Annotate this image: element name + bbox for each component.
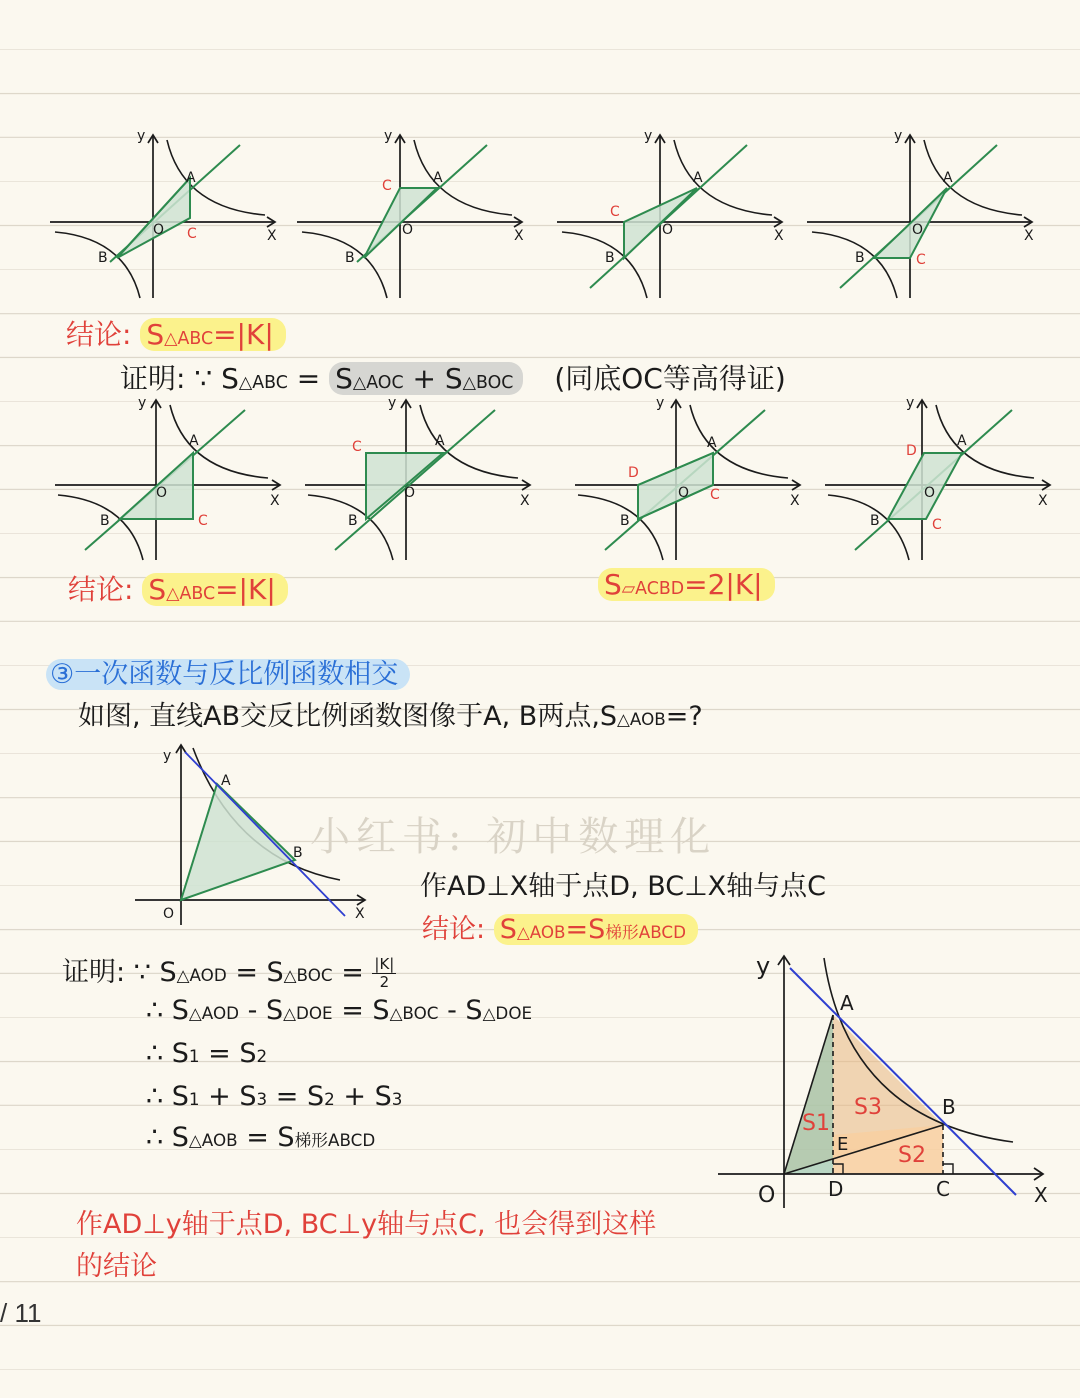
y-label: y — [894, 128, 903, 144]
watermark: 小红书: 初中数理化 — [310, 814, 717, 860]
proof2-line1 — [62, 950, 396, 991]
c-label: C — [710, 487, 720, 503]
b-label: B — [870, 513, 880, 529]
fraction-numerator: |K| — [374, 955, 395, 973]
s-sub: 3 — [256, 1089, 268, 1109]
s3-label: S3 — [854, 1095, 882, 1120]
b-label: B — [605, 250, 615, 266]
b-label: B — [345, 250, 355, 266]
proof2-line2 — [146, 995, 532, 1026]
y-label: y — [906, 395, 915, 411]
s-sub: △AOD — [176, 965, 227, 985]
graph-6 — [300, 395, 540, 565]
final-note-line2: 的结论 — [76, 1251, 157, 1282]
a-label: A — [840, 991, 854, 1015]
because-symbol: ∵ — [133, 957, 151, 988]
formula-sub: △ABC — [164, 329, 214, 349]
x-label: X — [520, 493, 530, 509]
a-label: A — [186, 170, 196, 186]
x-label: X — [270, 493, 280, 509]
d-label: D — [628, 465, 639, 481]
o-label: O — [402, 222, 414, 238]
s-sub: △AOB — [188, 1130, 238, 1150]
proof2-line5 — [146, 1122, 375, 1153]
s2-label: S2 — [898, 1143, 926, 1168]
b-label: B — [98, 250, 108, 266]
o-label: O — [404, 485, 416, 501]
y-label: y — [656, 395, 665, 411]
c-label: C — [187, 226, 197, 242]
equals-sign: = — [246, 1122, 269, 1153]
s-term: S — [266, 957, 284, 988]
o-label: O — [912, 222, 924, 238]
proof-label: 证明: — [120, 362, 186, 395]
conclusion-formula — [142, 573, 287, 606]
o-label: O — [662, 222, 674, 238]
conclusion-4 — [422, 907, 698, 946]
construction-text: 作AD⊥X轴于点D, BC⊥X轴与点C — [420, 871, 827, 902]
b-label: B — [100, 513, 110, 529]
s-sub: 3 — [391, 1089, 403, 1109]
y-label: y — [163, 748, 172, 764]
o-label: O — [678, 485, 690, 501]
graph-3 — [552, 130, 792, 300]
b-label: B — [293, 845, 303, 861]
s-sub: △BOC — [283, 965, 333, 985]
therefore-symbol: ∴ — [146, 1038, 164, 1069]
s-term: S — [465, 995, 483, 1026]
therefore-symbol: ∴ — [146, 995, 164, 1026]
s-sub: 1 — [188, 1089, 200, 1109]
therefore-symbol: ∴ — [146, 1081, 164, 1112]
b-label: B — [855, 250, 865, 266]
s-term: S — [239, 1038, 257, 1069]
section-title — [46, 652, 410, 691]
x-label: X — [774, 228, 784, 244]
proof2-line4 — [146, 1081, 402, 1112]
s-sub: 梯形ABCD — [294, 1130, 376, 1150]
c-label: C — [198, 513, 208, 529]
d-label: D — [828, 1177, 844, 1201]
s-term: S — [599, 701, 618, 732]
equals-sign: = — [208, 1038, 231, 1069]
plus-sign: + — [412, 362, 436, 395]
problem-statement — [78, 694, 703, 733]
c-label: C — [936, 1177, 950, 1201]
conclusion-3 — [598, 568, 775, 601]
graph-1 — [45, 130, 285, 300]
x-label: X — [267, 228, 277, 244]
s-term: S — [372, 995, 390, 1026]
equals-sign: = — [296, 362, 321, 395]
y-label: y — [137, 128, 146, 144]
graph-7 — [570, 395, 810, 565]
s-term: S — [335, 362, 353, 395]
proof-label: 证明: — [62, 957, 126, 988]
o-label: O — [924, 485, 936, 501]
b-label: B — [348, 513, 358, 529]
s-sub: △AOB — [516, 922, 566, 942]
y-label: y — [644, 128, 653, 144]
a-label: A — [707, 435, 717, 451]
s-term: S — [239, 1081, 257, 1112]
s-term: S — [499, 914, 517, 945]
y-label: y — [384, 128, 393, 144]
s-sub: △AOB — [617, 709, 666, 729]
c-label: C — [382, 178, 392, 194]
s-term: S — [171, 995, 189, 1026]
s-term: S — [588, 914, 606, 945]
s-term: S — [265, 995, 284, 1026]
graph-5 — [50, 395, 290, 565]
problem-text: 如图, 直线AB交反比例函数图像于A, B两点, — [78, 701, 600, 732]
s-sub: 梯形ABCD — [605, 922, 686, 942]
graph-small — [135, 740, 375, 930]
conclusion-formula — [494, 914, 698, 945]
o-label: O — [758, 1183, 776, 1208]
o-label: O — [163, 906, 175, 922]
formula-rest: =2|K| — [684, 568, 763, 601]
e-label: E — [837, 1134, 849, 1155]
page-number: / 11 — [0, 1298, 42, 1328]
conclusion-1 — [66, 313, 286, 353]
sum-highlight — [329, 362, 523, 395]
c-label: C — [352, 439, 362, 455]
s-sub: △AOD — [188, 1003, 240, 1023]
s-sub: △DOE — [283, 1003, 333, 1023]
formula-rest: =|K| — [213, 318, 274, 351]
formula-sub: △ABC — [166, 584, 216, 604]
a-label: A — [189, 433, 199, 449]
x-label: X — [1034, 1183, 1048, 1207]
s-term: S — [171, 1081, 189, 1112]
o-label: O — [156, 485, 168, 501]
x-label: X — [1024, 228, 1034, 244]
a-label: A — [435, 433, 445, 449]
a-label: A — [943, 170, 953, 186]
c-label: C — [610, 204, 620, 220]
problem-question: =? — [665, 701, 703, 732]
s-term: S — [444, 362, 463, 395]
section-title-text: ③一次函数与反比例函数相交 — [46, 659, 410, 690]
equals-sign: = — [235, 957, 258, 988]
c-label: C — [916, 252, 926, 268]
s-sub: △ABC — [238, 373, 288, 393]
s-term: S — [159, 957, 177, 988]
y-label: y — [138, 395, 147, 411]
s-term: S — [221, 362, 239, 395]
plus-sign: + — [343, 1081, 367, 1112]
s1-label: S1 — [802, 1111, 830, 1136]
s-sub: 1 — [188, 1046, 200, 1066]
s-sub: △DOE — [482, 1003, 533, 1023]
s-term: S — [307, 1081, 325, 1112]
s-term: S — [374, 1081, 392, 1112]
formula-s: S — [146, 318, 165, 351]
conclusion-2 — [68, 568, 288, 608]
proof-note: (同底OC等高得证) — [554, 362, 786, 395]
final-note-line1: 作AD⊥y轴于点D, BC⊥y轴与点C, 也会得到这样 — [76, 1209, 657, 1240]
equals-sign: = — [565, 914, 589, 945]
formula-s: S — [604, 568, 622, 601]
proof-1 — [120, 357, 786, 397]
equals-sign: = — [341, 995, 364, 1026]
y-label: y — [388, 395, 397, 411]
equals-sign: = — [341, 957, 364, 988]
minus-sign: - — [447, 995, 457, 1026]
proof2-line3 — [146, 1038, 267, 1069]
formula-sub: ▱ACBD — [621, 579, 685, 599]
conclusion-label: 结论: — [68, 573, 134, 606]
s-sub: 2 — [324, 1089, 335, 1109]
graph-large — [718, 950, 1058, 1210]
x-label: X — [790, 493, 800, 509]
o-label: O — [153, 222, 165, 238]
s-sub: △BOC — [462, 373, 514, 393]
formula-rest: =|K| — [215, 573, 276, 606]
x-label: X — [355, 906, 365, 922]
a-label: A — [957, 433, 967, 449]
graph-2 — [292, 130, 532, 300]
graph-8 — [820, 395, 1060, 565]
s-term: S — [171, 1122, 189, 1153]
s-term: S — [277, 1122, 295, 1153]
fraction — [372, 956, 396, 991]
s-sub: △AOC — [352, 373, 404, 393]
y-label: y — [756, 952, 771, 980]
a-label: A — [221, 773, 231, 789]
c-label: C — [932, 517, 942, 533]
s-sub: 2 — [256, 1046, 268, 1066]
s-sub: △BOC — [389, 1003, 439, 1023]
because-symbol: ∵ — [194, 362, 213, 395]
b-label: B — [620, 513, 630, 529]
conclusion-label: 结论: — [422, 914, 486, 945]
equals-sign: = — [275, 1081, 299, 1112]
minus-sign: - — [247, 995, 258, 1026]
conclusion-label: 结论: — [66, 318, 132, 351]
a-label: A — [693, 170, 703, 186]
b-label: B — [942, 1095, 956, 1119]
x-label: X — [514, 228, 524, 244]
therefore-symbol: ∴ — [146, 1122, 164, 1153]
plus-sign: + — [208, 1081, 231, 1112]
fraction-denominator: 2 — [379, 973, 390, 991]
a-label: A — [433, 170, 443, 186]
conclusion-formula — [598, 568, 775, 601]
graph-4 — [802, 130, 1042, 300]
s-term: S — [171, 1038, 189, 1069]
x-label: X — [1038, 493, 1048, 509]
formula-s: S — [148, 573, 167, 606]
d-label: D — [906, 443, 917, 459]
conclusion-formula — [140, 318, 285, 351]
